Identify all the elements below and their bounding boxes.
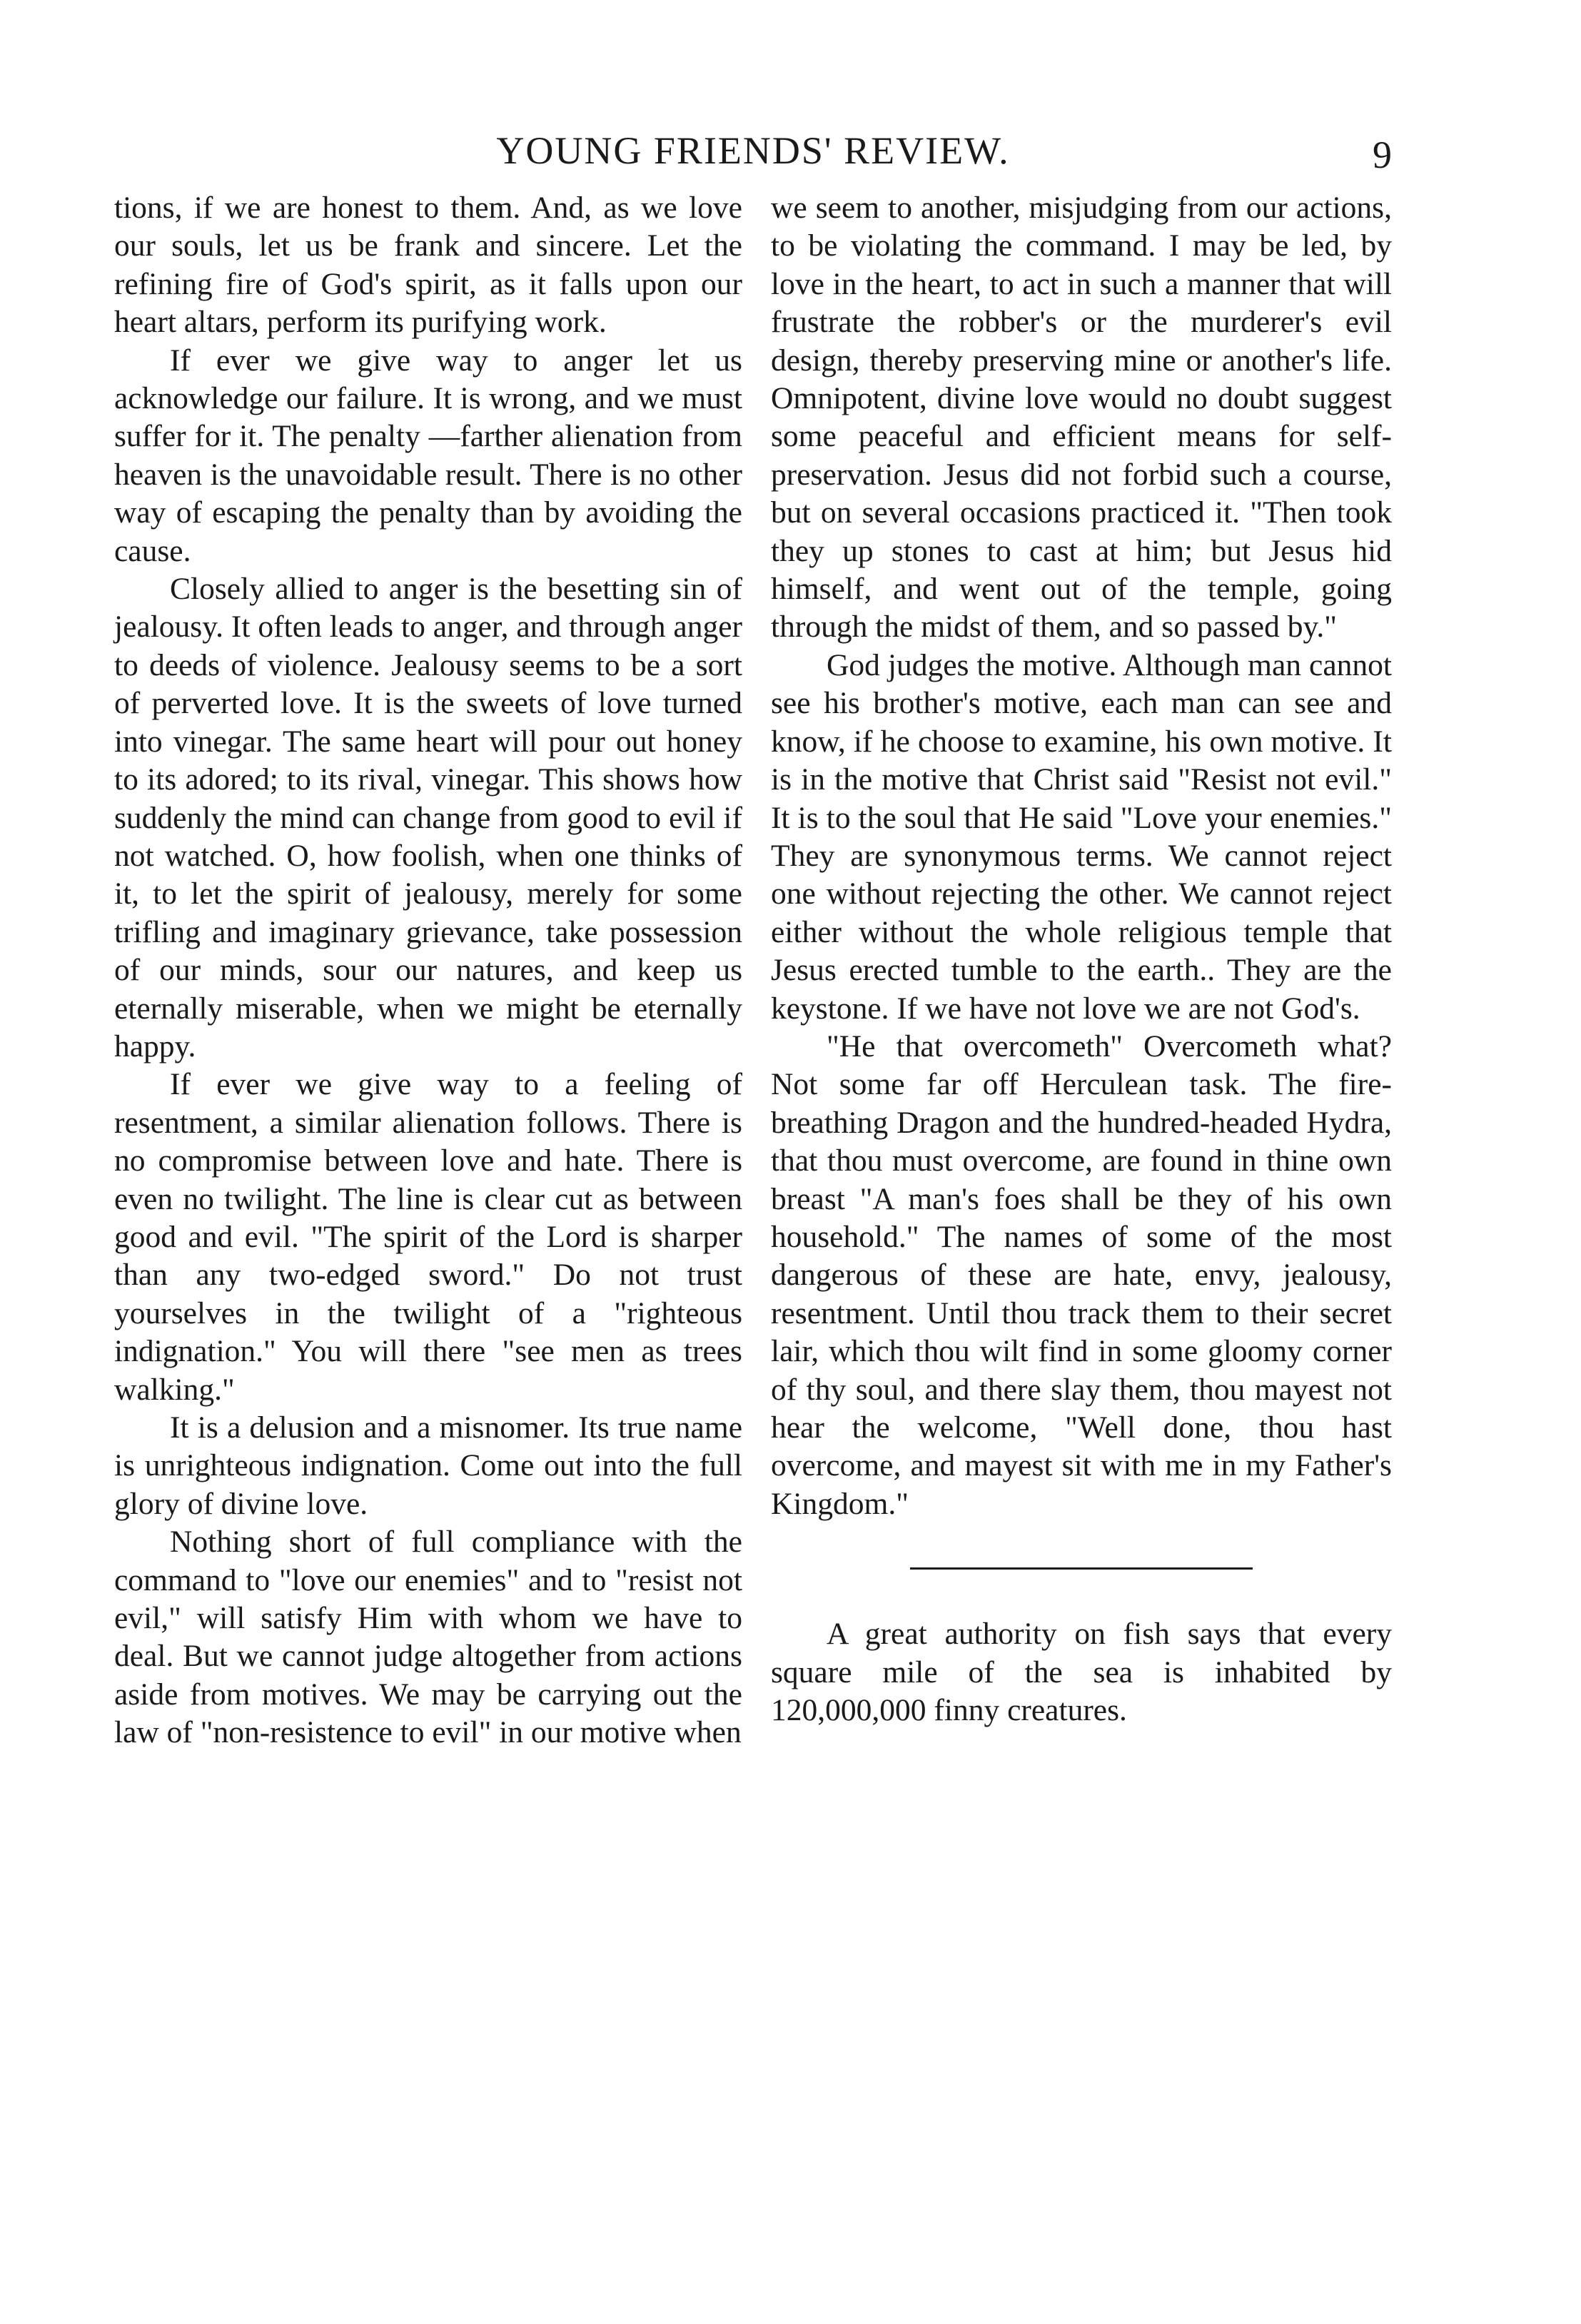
section-divider bbox=[910, 1567, 1253, 1570]
paragraph: If ever we give way to a feeling of resentment, a similar alienation follows. There is no compromise between love and hate. There is even no twilight. The line is clear cut as between good and evil. "The spirit of the Lord is sharper than any two-edged sword." Do not trust yourselves in the twilight of a "righteous indignation." You will there "see men as trees walking." bbox=[114, 1067, 742, 1407]
paragraph: "He that overcometh" Overcometh what? Not some far off Herculean task. The fire-breathing Dragon and the hundred-headed Hydra, that thou must overcome, are found in thine own breast "A man's foes shall be they of his own household." The names of some of the most dangerous of these are hate, envy, jealousy, resentment. Until thou track them to their secret lair, which thou wilt find in some gloomy corner of thy soul, and there slay them, thou mayest not hear the welcome, "Well done, thou hast overcome, and mayest sit with me in my Father's Kingdom." bbox=[771, 1029, 1392, 1521]
paragraph: If ever we give way to anger let us acknowledge our failure. It is wrong, and we must suffer for it. The penalty —farther alienation from heaven is the unavoidable result. There is no other way of escaping the penalty than by avoiding the cause. bbox=[114, 343, 742, 568]
paragraph: God judges the motive. Although man cannot see his brother's motive, each man can see and know, if he choose to examine, his own motive. It is in the motive that Christ said "Resist not evil." It is to the soul that He said "Love your enemies." They are synonymous terms. We cannot reject one without rejecting the other. We cannot reject either without the whole religious temple that Jesus erected tumble to the earth.. They are the keystone. If we have not love we are not God's. bbox=[771, 647, 1392, 1026]
paragraph: Nothing short of full compliance with the command to "love our enemies" and to "resist not evil," will satisfy Him with whom we have to deal. But we cannot judge altogether from actions aside from motives. We may be carrying out the law of "non-resistence to evil" in our motive when bbox=[114, 1525, 742, 1750]
fish-note: A great authority on fish says that every square mile of the sea is inhabited by 120,000,000 finny creatures. bbox=[771, 1617, 1392, 1728]
running-head: YOUNG FRIENDS' REVIEW. bbox=[496, 129, 1010, 172]
page-header bbox=[114, 114, 1392, 178]
left-column bbox=[114, 189, 742, 1752]
paragraph: we seem to another, misjudging from our actions, to be violating the command. I may be led, by love in the heart, to act in such a manner that will frustrate the robber's or the murderer's evil design, thereby preserving mine or another's life. Omnipotent, divine love would no doubt suggest some peaceful and efficient means for self-preservation. Jesus did not forbid such a course, but on several occasions practiced it. "Then took they up stones to cast at him; but Jesus hid himself, and went out of the temple, going through the midst of them, and so passed by." bbox=[771, 191, 1392, 645]
page-number: 9 bbox=[1373, 133, 1392, 176]
paragraph: It is a delusion and a misnomer. Its true name is unrighteous indignation. Come out into the full glory of divine love. bbox=[114, 1410, 742, 1521]
paragraph: tions, if we are honest to them. And, as we love our souls, let us be frank and sincere. Let the refining fire of God's spirit, as it falls upon our heart altars, perform its purifying work. bbox=[114, 191, 742, 340]
paragraph: Closely allied to anger is the besetting sin of jealousy. It often leads to anger, and through anger to deeds of violence. Jealousy seems to be a sort of perverted love. It is the sweets of love turned into vinegar. The same heart will pour out honey to its adored; to its rival, vinegar. This shows how suddenly the mind can change from good to evil if not watched. O, how foolish, when one thinks of it, to let the spirit of jealousy, merely for some trifling and imaginary grievance, take possession of our minds, sour our natures, and keep us eternally miserable, when we might be eternally happy. bbox=[114, 572, 742, 1064]
right-column bbox=[771, 189, 1392, 1729]
